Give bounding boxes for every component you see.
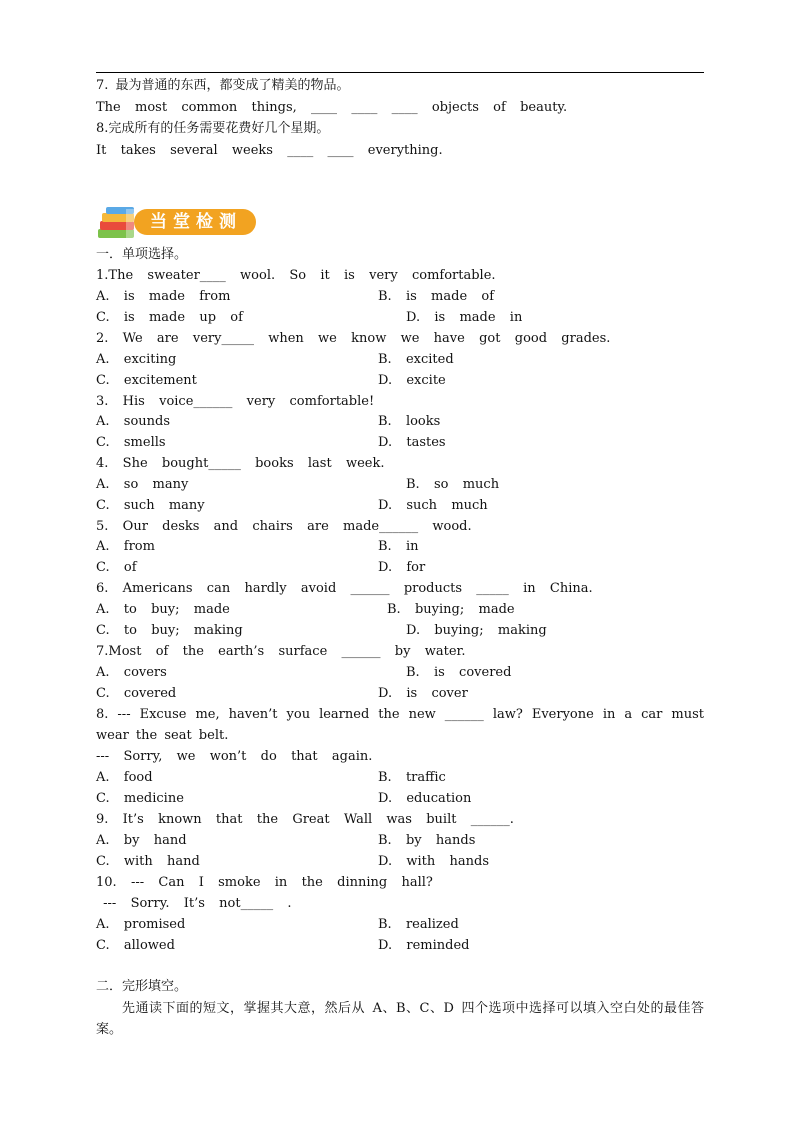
q6-option-b: B. buying; made [387,602,515,617]
q1-option-b: B. is made of [378,289,495,304]
q5-option-d: D. for [378,560,426,575]
q10-option-a: A. promised [96,917,186,932]
q9-option-b: B. by hands [378,833,476,848]
q9-option-a: A. by hand [96,833,187,848]
q10-option-b: B. realized [378,917,459,932]
question-8: 8. --- Excuse me, haven’t you learned the new ______ law? Everyone in a car must wear the seat belt. [96,707,704,743]
q8-option-a: A. food [96,770,153,785]
question-3: 3. His voice______ very comfortable! [96,394,375,409]
q4-option-a: A. so many [96,477,189,492]
question-10: 10. --- Can I smoke in the dinning hall? [96,875,433,890]
q7-option-d: D. is cover [378,686,468,701]
q5-option-b: B. in [378,539,419,554]
q7-option-a: A. covers [96,665,167,680]
header-rule [96,72,704,73]
q6-option-d: D. buying; making [406,623,547,638]
q2-option-d: D. excite [378,373,446,388]
q8-english: It takes several weeks ____ ____ everything. [96,143,443,158]
q3-option-c: C. smells [96,435,166,450]
q3-option-a: A. sounds [96,414,171,429]
question-8-reply: --- Sorry, we won’t do that again. [96,749,373,764]
q4-option-b: B. so much [406,477,500,492]
q8-chinese: 8.完成所有的任务需要花费好几个星期。 [96,121,330,136]
q1-option-d: D. is made in [406,310,523,325]
q4-option-d: D. such much [378,498,488,513]
q1-option-c: C. is made up of [96,310,243,325]
section2-instruction: 先通读下面的短文，掌握其大意，然后从 A、B、C、D 四个选项中选择可以填入空白处的最佳答案。 [96,1001,704,1037]
q7-chinese: 7. 最为普通的东西，都变成了精美的物品。 [96,78,350,93]
q7-option-c: C. covered [96,686,177,701]
q6-option-c: C. to buy; making [96,623,243,638]
q8-option-d: D. education [378,791,472,806]
q10-option-d: D. reminded [378,938,470,953]
q8-option-c: C. medicine [96,791,184,806]
question-2: 2. We are very_____ when we know we have got good grades. [96,331,611,346]
question-9: 9. It’s known that the Great Wall was built ______. [96,812,514,827]
question-10-reply: --- Sorry. It’s not_____ . [96,896,292,911]
q9-option-c: C. with hand [96,854,200,869]
section2-heading: 二．完形填空。 [96,979,188,994]
q3-option-b: B. looks [378,414,441,429]
q3-option-d: D. tastes [378,435,446,450]
section1-heading: 一．单项选择。 [96,247,188,262]
q4-option-c: C. such many [96,498,205,513]
q5-option-a: A. from [96,539,155,554]
q2-option-b: B. excited [378,352,454,367]
question-5: 5. Our desks and chairs are made______ wood. [96,519,472,534]
q6-option-a: A. to buy; made [96,602,230,617]
banner-title: 当堂检测 [150,212,242,232]
question-1: 1.The sweater____ wool. So it is very comfortable. [96,268,496,283]
q1-option-a: A. is made from [96,289,231,304]
q8-option-b: B. traffic [378,770,446,785]
q5-option-c: C. of [96,560,137,575]
question-4: 4. She bought_____ books last week. [96,456,385,471]
q7-option-b: B. is covered [406,665,512,680]
question-7: 7.Most of the earth’s surface ______ by water. [96,644,466,659]
q2-option-c: C. excitement [96,373,197,388]
q10-option-c: C. allowed [96,938,175,953]
q2-option-a: A. exciting [96,352,177,367]
q9-option-d: D. with hands [378,854,489,869]
q7-english: The most common things, ____ ____ ____ objects of beauty. [96,100,568,115]
section-banner [96,203,260,243]
question-6: 6. Americans can hardly avoid ______ products _____ in China. [96,581,593,596]
